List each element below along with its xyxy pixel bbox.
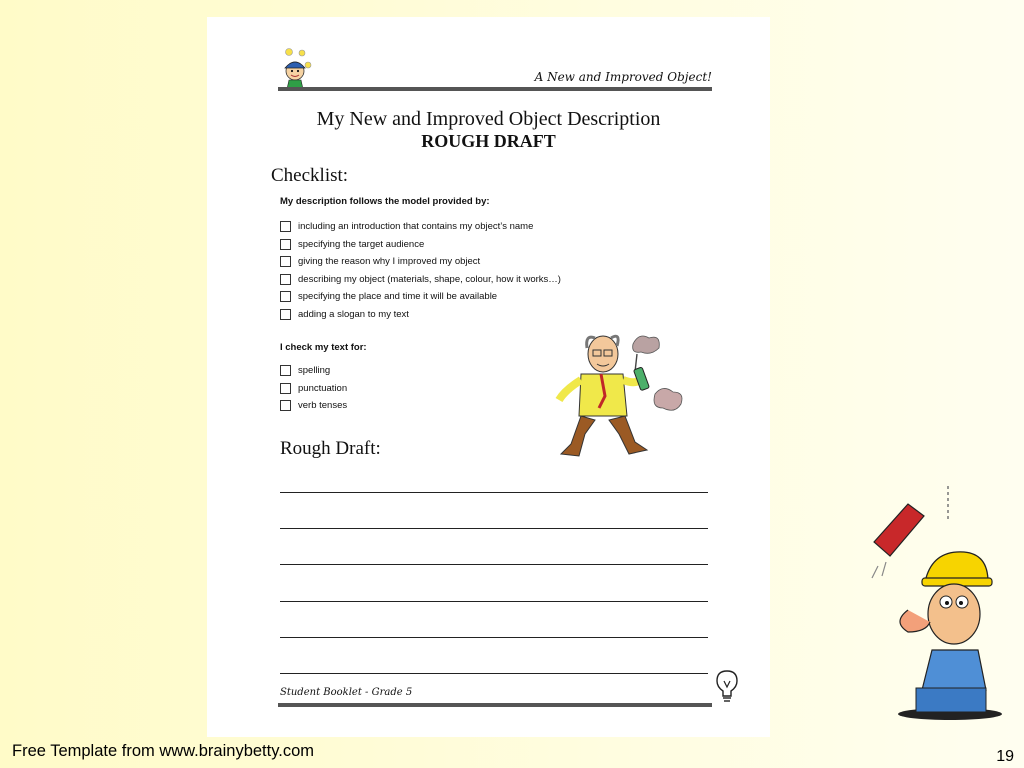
checklist-item-label: spelling: [298, 365, 331, 377]
checklist-item[interactable]: [280, 236, 561, 254]
checkbox[interactable]: [280, 400, 291, 411]
checklist-item[interactable]: [280, 362, 347, 380]
checklist-item[interactable]: [280, 397, 347, 415]
model-checklist: [280, 218, 561, 323]
writing-line[interactable]: [280, 528, 708, 529]
checkbox[interactable]: [280, 256, 291, 267]
checklist-item[interactable]: [280, 306, 561, 324]
checkbox[interactable]: [280, 221, 291, 232]
checklist-item-label: including an introduction that contains my object’s name: [298, 221, 534, 233]
proofread-checklist: [280, 362, 347, 415]
rough-draft-heading: Rough Draft:: [280, 438, 381, 459]
checkbox[interactable]: [280, 309, 291, 320]
checkbox[interactable]: [280, 274, 291, 285]
checklist-item-label: describing my object (materials, shape, colour, how it works…): [298, 273, 561, 285]
writing-line[interactable]: [280, 601, 708, 602]
scientist-clipart: [551, 324, 691, 464]
model-label: My description follows the model provided by:: [280, 196, 490, 207]
checklist-item-label: specifying the target audience: [298, 238, 425, 250]
checklist-item[interactable]: [280, 288, 561, 306]
checklist-item-label: verb tenses: [298, 400, 348, 412]
checkbox[interactable]: [280, 365, 291, 376]
slide-number: 19: [996, 748, 1014, 765]
lightbulb-icon: [714, 669, 740, 703]
checklist-item-label: giving the reason why I improved my object: [298, 256, 481, 268]
check-text-label: I check my text for:: [280, 342, 367, 353]
checklist-heading: Checklist:: [271, 165, 349, 186]
checkbox[interactable]: [280, 383, 291, 394]
kid-with-bulbs-icon: [277, 47, 313, 89]
document-subtitle: ROUGH DRAFT: [421, 131, 556, 151]
writing-line[interactable]: [280, 564, 708, 565]
checklist-item[interactable]: [280, 271, 561, 289]
checkbox[interactable]: [280, 239, 291, 250]
footer-rule: [278, 703, 712, 707]
checklist-item[interactable]: [280, 253, 561, 271]
writing-line[interactable]: [280, 673, 708, 674]
worksheet-page: [207, 17, 770, 737]
checkbox[interactable]: [280, 291, 291, 302]
checklist-item-label: punctuation: [298, 382, 348, 394]
footer-text: Student Booklet - Grade 5: [280, 687, 413, 698]
writing-line[interactable]: [280, 492, 708, 493]
checklist-item[interactable]: [280, 218, 561, 236]
document-title: My New and Improved Object Description: [316, 108, 661, 130]
checklist-item[interactable]: [280, 380, 347, 398]
header-rule: [278, 87, 712, 91]
checklist-item-label: specifying the place and time it will be available: [298, 291, 498, 303]
header-title: A New and Improved Object!: [534, 70, 712, 84]
template-credit: Free Template from www.brainybetty.com: [12, 742, 314, 760]
writing-line[interactable]: [280, 637, 708, 638]
worker-falling-brick-clipart: [868, 482, 1020, 724]
checklist-item-label: adding a slogan to my text: [298, 308, 409, 320]
